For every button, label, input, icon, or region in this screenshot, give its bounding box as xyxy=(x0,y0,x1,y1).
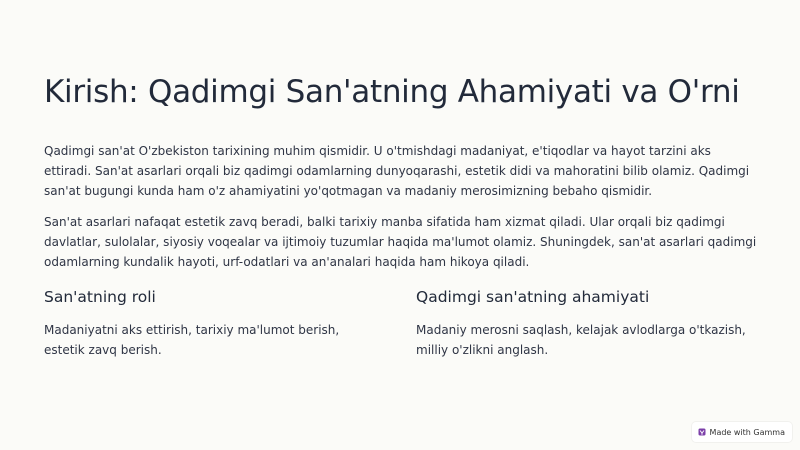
two-column-section xyxy=(44,286,760,360)
column-heading: San'atning roli xyxy=(44,288,156,306)
gamma-logo-icon xyxy=(698,428,706,436)
intro-paragraph-2: San'at asarlari nafaqat estetik zavq beradi, balki tarixiy manba sifatida ham xizmat qiladi. Ular orqali biz qadimgi davlatlar, sulolalar, siyosiy voqealar va ijtimoiy tuzumlar haqida ma'lumot olamiz. Shuningdek, san'at asarlari qadimgi odamlarning kundalik hayoti, urf-odatlari va an'analari haqida ham hikoya qiladi. xyxy=(44,215,757,269)
column-importance xyxy=(416,286,746,360)
column-role xyxy=(44,286,374,360)
column-text: Madaniyatni aks ettirish, tarixiy ma'lumot berish, estetik zavq berish. xyxy=(44,323,340,357)
badge-label: Made with Gamma xyxy=(709,427,785,437)
made-with-gamma-badge[interactable] xyxy=(692,422,792,442)
slide-content xyxy=(44,70,760,360)
intro-paragraph-1: Qadimgi san'at O'zbekiston tarixining muhim qismidir. U o'tmishdagi madaniyat, e'tiqodlar va hayot tarzini aks ettiradi. San'at asarlari orqali biz qadimgi odamlarning dunyoqarashi, estetik didi va mahoratini bilib olamiz. Qadimgi san'at bugungi kunda ham o'z ahamiyatini yo'qotmagan va madaniy merosimizning bebaho qismidir. xyxy=(44,144,750,198)
column-heading: Qadimgi san'atning ahamiyati xyxy=(416,288,650,306)
column-text: Madaniy merosni saqlash, kelajak avlodlarga o'tkazish, milliy o'zlikni anglash. xyxy=(416,323,746,357)
page-title: Kirish: Qadimgi San'atning Ahamiyati va O'rni xyxy=(44,74,740,110)
